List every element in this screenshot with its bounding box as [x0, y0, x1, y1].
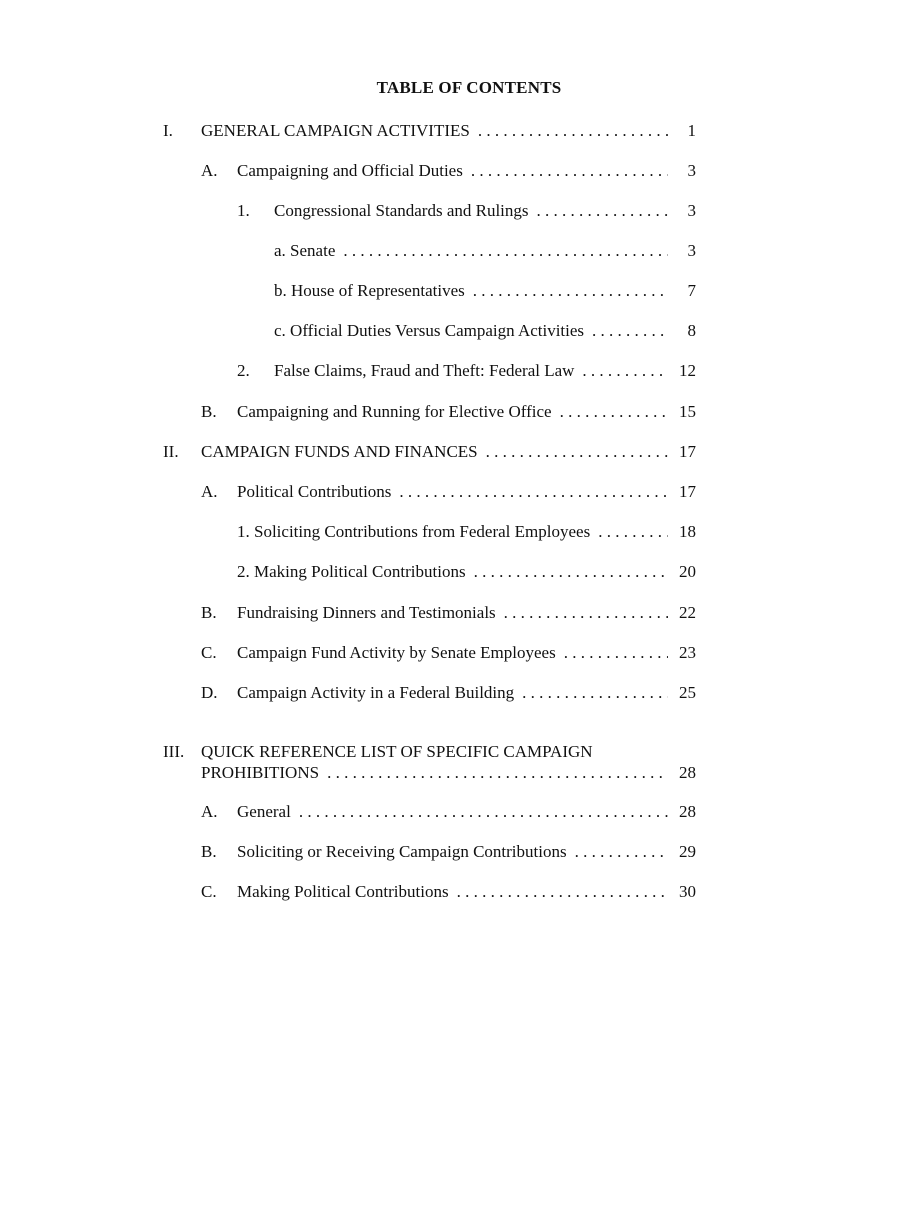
toc-entry — [0, 603, 920, 623]
toc-entry-page: 7 — [687, 281, 696, 300]
toc-entry-page: 18 — [679, 522, 696, 541]
toc-entry-label: b. House of Representatives — [274, 281, 465, 300]
toc-entry-number: A. — [201, 161, 218, 180]
toc-entry — [0, 522, 920, 542]
dot-leader — [560, 402, 668, 422]
toc-entry-label-line1: QUICK REFERENCE LIST OF SPECIFIC CAMPAIGN — [201, 742, 593, 761]
toc-entry — [0, 281, 920, 301]
dot-leader — [474, 562, 668, 582]
toc-entry-page: 17 — [679, 482, 696, 501]
toc-entry — [0, 741, 920, 785]
toc-entry-number: II. — [163, 442, 179, 461]
toc-entry — [0, 321, 920, 341]
toc-entry-page: 25 — [679, 683, 696, 702]
toc-entry-number: 1. — [237, 201, 250, 220]
toc-entry — [0, 882, 920, 902]
toc-entry-label: General — [237, 802, 291, 821]
toc-entry — [0, 121, 920, 141]
toc-entry-page: 28 — [679, 763, 696, 782]
toc-entry-label: Making Political Contributions — [237, 882, 449, 901]
toc-entry-page: 23 — [679, 643, 696, 662]
toc-entry — [0, 201, 920, 221]
dot-leader — [478, 121, 668, 141]
dot-leader — [575, 842, 668, 862]
toc-entry-label: a. Senate — [274, 241, 336, 260]
toc-entry-page: 3 — [687, 201, 696, 220]
dot-leader — [471, 161, 668, 181]
toc-entry — [0, 402, 920, 422]
toc-entry-label: Political Contributions — [237, 482, 392, 501]
toc-entry-page: 30 — [679, 882, 696, 901]
toc-entry-page: 1 — [687, 121, 696, 140]
toc-entry-label: Campaign Activity in a Federal Building — [237, 683, 515, 702]
toc-entry-label: Fundraising Dinners and Testimonials — [237, 603, 496, 622]
toc-entry-label: c. Official Duties Versus Campaign Activities — [274, 321, 585, 340]
toc-entry-label: Campaigning and Official Duties — [237, 161, 463, 180]
toc-entry-label: 1. Soliciting Contributions from Federal Employees — [237, 522, 591, 541]
toc-entry-number: C. — [201, 643, 217, 662]
dot-leader — [473, 281, 668, 301]
dot-leader — [522, 683, 668, 703]
toc-entry — [0, 161, 920, 181]
toc-entry-label: Campaigning and Running for Elective Office — [237, 402, 552, 421]
toc-entry-number: B. — [201, 402, 217, 421]
dot-leader — [457, 882, 668, 902]
toc-entry — [0, 802, 920, 822]
toc-entry-number: I. — [163, 121, 173, 140]
dot-leader — [582, 361, 668, 381]
toc-entry-page: 3 — [687, 241, 696, 260]
toc-entry-label: PROHIBITIONS — [201, 763, 320, 782]
toc-entry-label: False Claims, Fraud and Theft: Federal Law — [274, 361, 575, 380]
toc-entry-number: C. — [201, 882, 217, 901]
toc-entry-page: 22 — [679, 603, 696, 622]
toc-entry — [0, 442, 920, 462]
dot-leader — [537, 201, 668, 221]
toc-entry-page: 17 — [679, 442, 696, 461]
toc-entry-page: 20 — [679, 562, 696, 581]
toc-entry-number: III. — [163, 742, 185, 761]
toc-entry-page: 8 — [687, 321, 696, 340]
toc-entry-label: 2. Making Political Contributions — [237, 562, 466, 581]
toc-entry-label: Congressional Standards and Rulings — [274, 201, 529, 220]
toc-entry-page: 3 — [687, 161, 696, 180]
toc-entry-page: 15 — [679, 402, 696, 421]
toc-entry — [0, 683, 920, 703]
dot-leader — [327, 762, 668, 783]
toc-entry-label: Soliciting or Receiving Campaign Contributions — [237, 842, 567, 861]
dot-leader — [299, 802, 668, 822]
dot-leader — [564, 643, 668, 663]
toc-entry — [0, 842, 920, 862]
page-title: TABLE OF CONTENTS — [376, 78, 562, 97]
toc-entry — [0, 562, 920, 582]
dot-leader — [504, 603, 668, 623]
toc-entry — [0, 361, 920, 381]
toc-entry-number: 2. — [237, 361, 250, 380]
toc-entry-label: CAMPAIGN FUNDS AND FINANCES — [201, 442, 478, 461]
toc-entry-page: 28 — [679, 802, 696, 821]
toc-entry — [0, 643, 920, 663]
dot-leader — [486, 442, 668, 462]
dot-leader — [343, 241, 668, 261]
toc-entry-number: A. — [201, 802, 218, 821]
toc-entry-number: B. — [201, 842, 217, 861]
dot-leader — [399, 482, 668, 502]
toc-entry-label: Campaign Fund Activity by Senate Employees — [237, 643, 556, 662]
toc-entry-number: A. — [201, 482, 218, 501]
toc-entry-number: B. — [201, 603, 217, 622]
dot-leader — [592, 321, 668, 341]
toc-entry-page: 12 — [679, 361, 696, 380]
toc-entry — [0, 241, 920, 261]
toc-entry-page: 29 — [679, 842, 696, 861]
toc-entry-label: GENERAL CAMPAIGN ACTIVITIES — [201, 121, 470, 140]
toc-entry-number: D. — [201, 683, 218, 702]
dot-leader — [598, 522, 668, 542]
toc-entry — [0, 482, 920, 502]
